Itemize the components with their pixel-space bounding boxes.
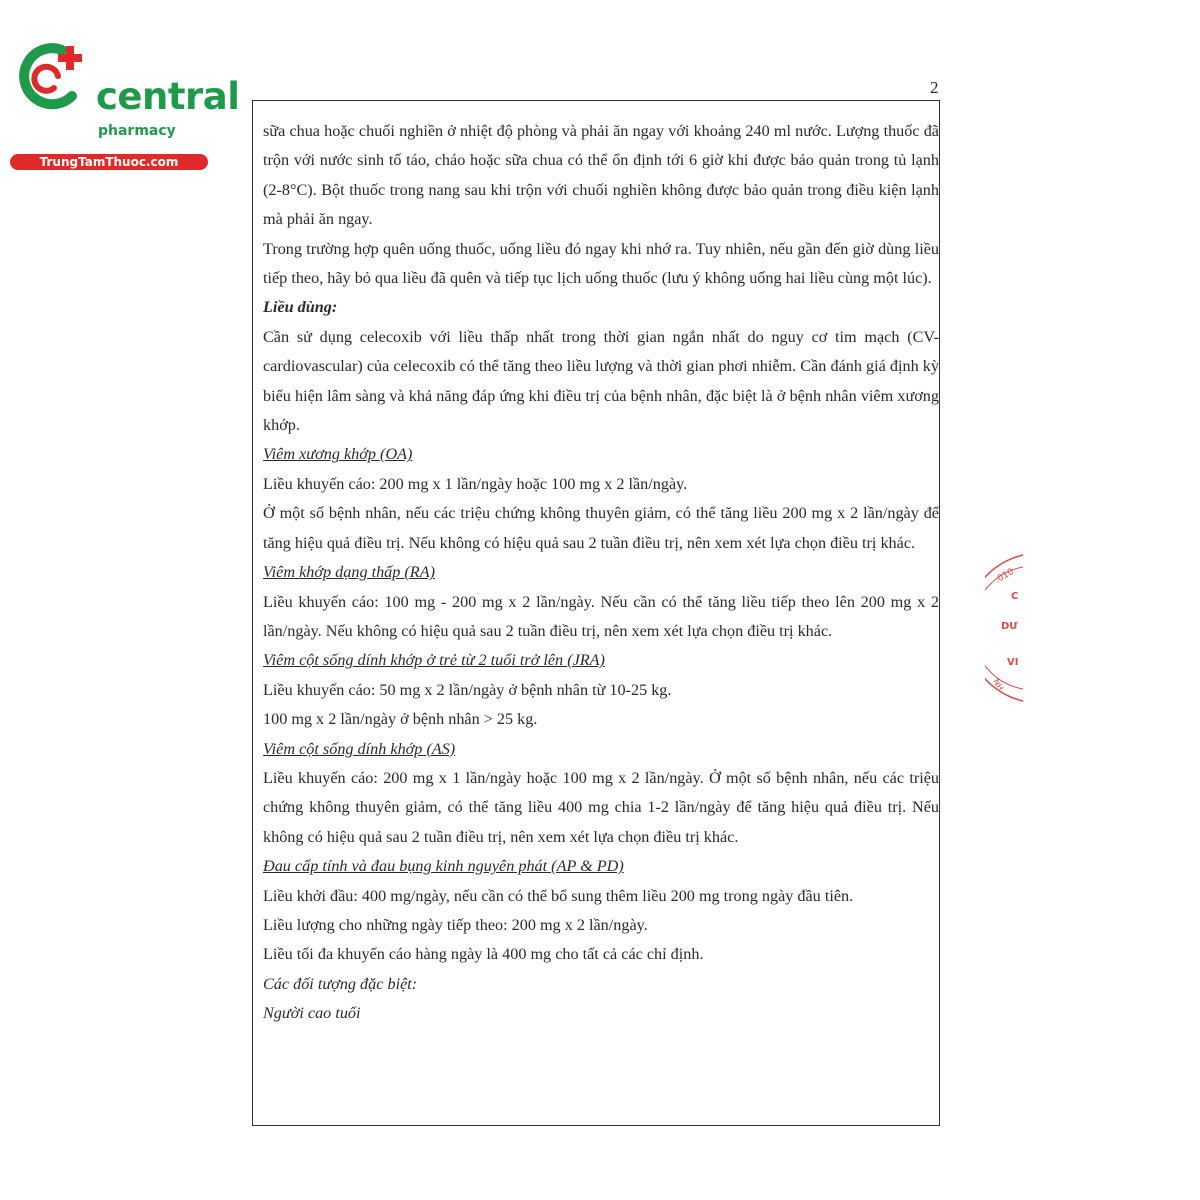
subsection-heading: Đau cấp tính và đau bụng kinh nguyên phát (AP & PD) [263, 857, 624, 876]
official-stamp-fragment [985, 553, 1025, 703]
subsection-heading: Viêm khớp dạng thấp (RA) [263, 563, 435, 582]
svg-text:C: C [1011, 591, 1019, 602]
body-paragraph: sữa chua hoặc chuối nghiền ở nhiệt độ phòng và phải ăn ngay với khoảng 240 ml nước. Lượng thuốc đã trộn với nước sinh tố táo, cháo hoặc sữa chua có thể ổn định tới 6 giờ khi được bảo quản trong tủ lạnh (2-8°C). Bột thuốc trong nang sau khi trộn với chuối nghiền không được bảo quản trong điều kiện lạnh mà phải ăn ngay. [263, 122, 939, 229]
body-paragraph: Cần sử dụng celecoxib với liều thấp nhất trong thời gian ngắn nhất do nguy cơ tim mạch (CV-cardiovascular) của celecoxib có thể tăng theo liều lượng và thời gian phơi nhiễm. Cần đánh giá định kỳ biểu hiện lâm sàng và khả năng đáp ứng khi điều trị của bệnh nhân, đặc biệt là ở bệnh nhân viêm xương khớp. [263, 327, 939, 435]
body-paragraph: 100 mg x 2 lần/ngày ở bệnh nhân > 25 kg. [263, 710, 538, 729]
document-body [263, 117, 939, 1029]
body-paragraph: Liều khuyến cáo: 200 mg x 1 lần/ngày hoặc 100 mg x 2 lần/ngày. Ở một số bệnh nhân, nếu các triệu chứng không thuyên giảm, có thể tăng liều 400 mg chia 1-2 lần/ngày để tăng hiệu quả điều trị. Nếu không có hiệu quả sau 2 tuần điều trị, nên xem xét lựa chọn điều trị khác. [263, 768, 939, 846]
svg-text:DƯ: DƯ [1001, 621, 1018, 632]
pharmacy-cross-icon [10, 36, 90, 116]
body-paragraph: Liều khuyến cáo: 200 mg x 1 lần/ngày hoặc 100 mg x 2 lần/ngày. [263, 474, 688, 493]
body-paragraph: Ở một số bệnh nhân, nếu các triệu chứng không thuyên giảm, có thể tăng liều 200 mg x 2 lần/ngày để tăng hiệu quả điều trị. Nếu không có hiệu quả sau 2 tuần điều trị, nên xem xét lựa chọn điều trị khác. [263, 504, 939, 552]
body-paragraph: Liều tối đa khuyến cáo hàng ngày là 400 mg cho tất cả các chỉ định. [263, 945, 704, 964]
logo-website-banner: TrungTamThuoc.com [10, 154, 208, 170]
subsection-heading: Viêm cột sống dính khớp ở trẻ từ 2 tuổi trở lên (JRA) [263, 651, 605, 670]
body-paragraph: Trong trường hợp quên uống thuốc, uống liều đó ngay khi nhớ ra. Tuy nhiên, nếu gần đến giờ dùng liều tiếp theo, hãy bỏ qua liều đã quên và tiếp tục lịch uống thuốc (lưu ý không uống hai liều cùng một lúc). [263, 239, 939, 288]
italic-note: Người cao tuổi [263, 1004, 361, 1023]
central-pharmacy-logo [10, 36, 240, 169]
svg-text:VI: VI [1007, 657, 1019, 668]
section-heading: Liều dùng: [263, 298, 338, 317]
subsection-heading: Viêm xương khớp (OA) [263, 445, 413, 464]
svg-text:NH: NH [991, 677, 1006, 693]
body-paragraph: Liều lượng cho những ngày tiếp theo: 200 mg x 2 lần/ngày. [263, 915, 648, 934]
body-paragraph: Liều khuyến cáo: 100 mg - 200 mg x 2 lần/ngày. Nếu cần có thể tăng liều tiếp theo lên 200 mg x 2 lần/ngày. Nếu không có hiệu quả sau 2 tuần điều trị, nên xem xét lựa chọn điều trị khác. [263, 592, 939, 640]
subsection-heading: Viêm cột sống dính khớp (AS) [263, 739, 456, 758]
svg-text:.010: .010 [993, 566, 1016, 586]
italic-note: Các đối tượng đặc biệt: [263, 974, 418, 993]
logo-brand-name: central [96, 75, 240, 118]
body-paragraph: Liều khuyến cáo: 50 mg x 2 lần/ngày ở bệnh nhân từ 10-25 kg. [263, 680, 672, 699]
body-paragraph: Liều khởi đầu: 400 mg/ngày, nếu cần có thể bổ sung thêm liều 200 mg trong ngày đầu tiên. [263, 886, 854, 905]
logo-subtitle: pharmacy [98, 123, 176, 139]
page-number: 2 [930, 78, 939, 97]
